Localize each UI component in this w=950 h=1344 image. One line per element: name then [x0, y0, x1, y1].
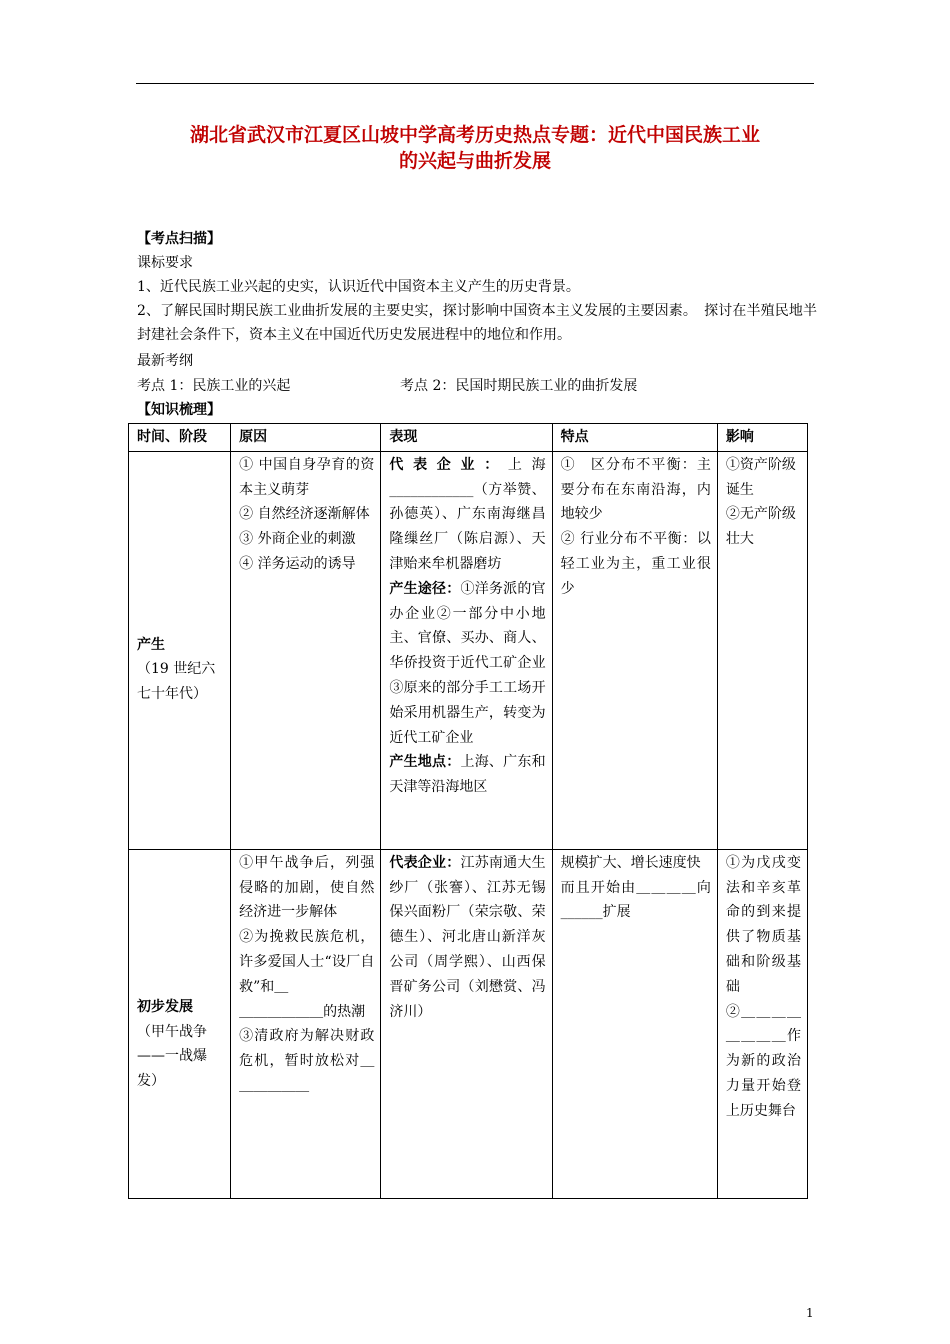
impact-item: ②＿＿＿＿＿＿＿＿作为新的政治力量开始登上历史舞台	[725, 1003, 801, 1119]
title-line-2: 的兴起与曲折发展	[398, 150, 551, 172]
impact-item: ①资产阶级诞生	[725, 456, 796, 498]
place-label: 产生地点：	[389, 754, 461, 771]
feature-item: 规模扩大、增长速度快	[560, 854, 701, 871]
rep-label: 代表企业：	[389, 456, 508, 473]
syllabus-label: 最新考纲	[137, 353, 193, 369]
table-row-emergence	[129, 451, 808, 849]
stage-cell	[129, 849, 231, 1198]
feature-item: 而且开始由＿＿＿＿向______扩展	[560, 879, 711, 921]
rep-text: 江苏南通大生纱厂（张謇）、江苏无锡保兴面粉厂（荣宗敬、荣德生）、河北唐山新洋灰公司（周学熙）、山西保晋矿务公司（刘懋赏、冯济川）	[389, 854, 546, 1020]
knowledge-table	[128, 423, 808, 1199]
stage-name: 产生	[137, 636, 165, 653]
feature-item: ① 区分布不平衡：主要分布在东南沿海，内地较少	[560, 456, 711, 523]
curriculum-label: 课标要求	[137, 255, 193, 271]
impact-cell	[717, 451, 807, 849]
header-stage: 时间、阶段	[129, 424, 231, 452]
emergence-paths	[389, 577, 545, 751]
place-text: 上海、广东和天津等沿海地区	[389, 754, 546, 796]
cause-item: ②为挽救民族危机，许多爱国人士“设厂自救”和＿	[239, 929, 375, 995]
performance-cell	[381, 849, 552, 1198]
cause-item: ② 自然经济逐渐解体	[239, 506, 370, 523]
cause-item: ① 中国自身孕育的资本主义萌芽	[239, 456, 375, 498]
representative-enterprises	[389, 851, 545, 1025]
stage-period: （甲午战争——一战爆发）	[137, 1023, 207, 1090]
section-heading-knowledge: 【知识梳理】	[137, 402, 221, 418]
feature-cell	[552, 451, 717, 849]
cause-item: ＿＿＿＿＿＿的热潮	[239, 1003, 366, 1020]
emergence-places	[389, 750, 545, 800]
feature-cell	[552, 849, 717, 1198]
cause-item: ①甲午战争后，列强侵略的加剧，使自然经济进一步解体	[239, 854, 375, 921]
exam-points	[137, 374, 817, 398]
requirement-2: 2、了解民国时期民族工业曲折发展的主要史实，探讨影响中国资本主义发展的主要因素。 探讨在半殖民地半封建社会条件下，资本主义在中国近代历史发展进程中的地位和作用。	[137, 303, 817, 343]
performance-cell	[381, 451, 552, 849]
header-feature: 特点	[552, 424, 717, 452]
page-number: 1	[806, 1306, 814, 1320]
title-line-1: 湖北省武汉市江夏区山坡中学高考历史热点专题：近代中国民族工业	[189, 124, 760, 146]
cause-cell	[231, 849, 381, 1198]
exam-point-1: 考点 1：民族工业的兴起	[137, 378, 291, 394]
document-title	[128, 122, 822, 174]
representative-enterprises	[389, 453, 545, 577]
cause-item: ③ 外商企业的刺激	[239, 531, 356, 548]
feature-item: ② 行业分布不平衡：以轻工业为主，重工业很少	[560, 531, 711, 597]
cause-item: ④ 洋务运动的诱导	[239, 555, 356, 572]
section-heading-scan: 【考点扫描】	[137, 231, 221, 247]
header-rule	[136, 83, 814, 84]
header-performance: 表现	[381, 424, 552, 452]
stage-period: （19 世纪六七十年代）	[137, 661, 216, 703]
rep-label: 代表企业：	[389, 854, 461, 871]
table-header-row	[129, 424, 808, 452]
rep-text: 上海____________（方举赞、孙德英）、广东南海继昌隆缫丝厂（陈启源）、天津贻来牟机器磨坊	[389, 456, 546, 572]
cause-cell	[231, 451, 381, 849]
stage-cell	[129, 451, 231, 849]
exam-point-2: 考点 2：民国时期民族工业的曲折发展	[400, 378, 638, 394]
table-row-initial-development	[129, 849, 808, 1198]
requirement-1: 1、近代民族工业兴起的史实，认识近代中国资本主义产生的历史背景。	[137, 279, 580, 295]
path-label: 产生途径：	[389, 580, 461, 597]
path-text: ①洋务派的官办企业②一部分中小地主、官僚、买办、商人、华侨投资于近代工矿企业③原来的部分手工工场开始采用机器生产，转变为近代工矿企业	[389, 580, 546, 746]
header-cause: 原因	[231, 424, 381, 452]
impact-item: ②无产阶级壮大	[725, 506, 796, 548]
impact-cell	[717, 849, 807, 1198]
impact-item: ①为戊戌变法和辛亥革命的到来提供了物质基础和阶级基础	[725, 854, 801, 995]
cause-item: ③清政府为解决财政危机，暂时放松对＿＿＿＿＿＿	[239, 1028, 375, 1094]
header-impact: 影响	[717, 424, 807, 452]
stage-name: 初步发展	[137, 998, 193, 1015]
